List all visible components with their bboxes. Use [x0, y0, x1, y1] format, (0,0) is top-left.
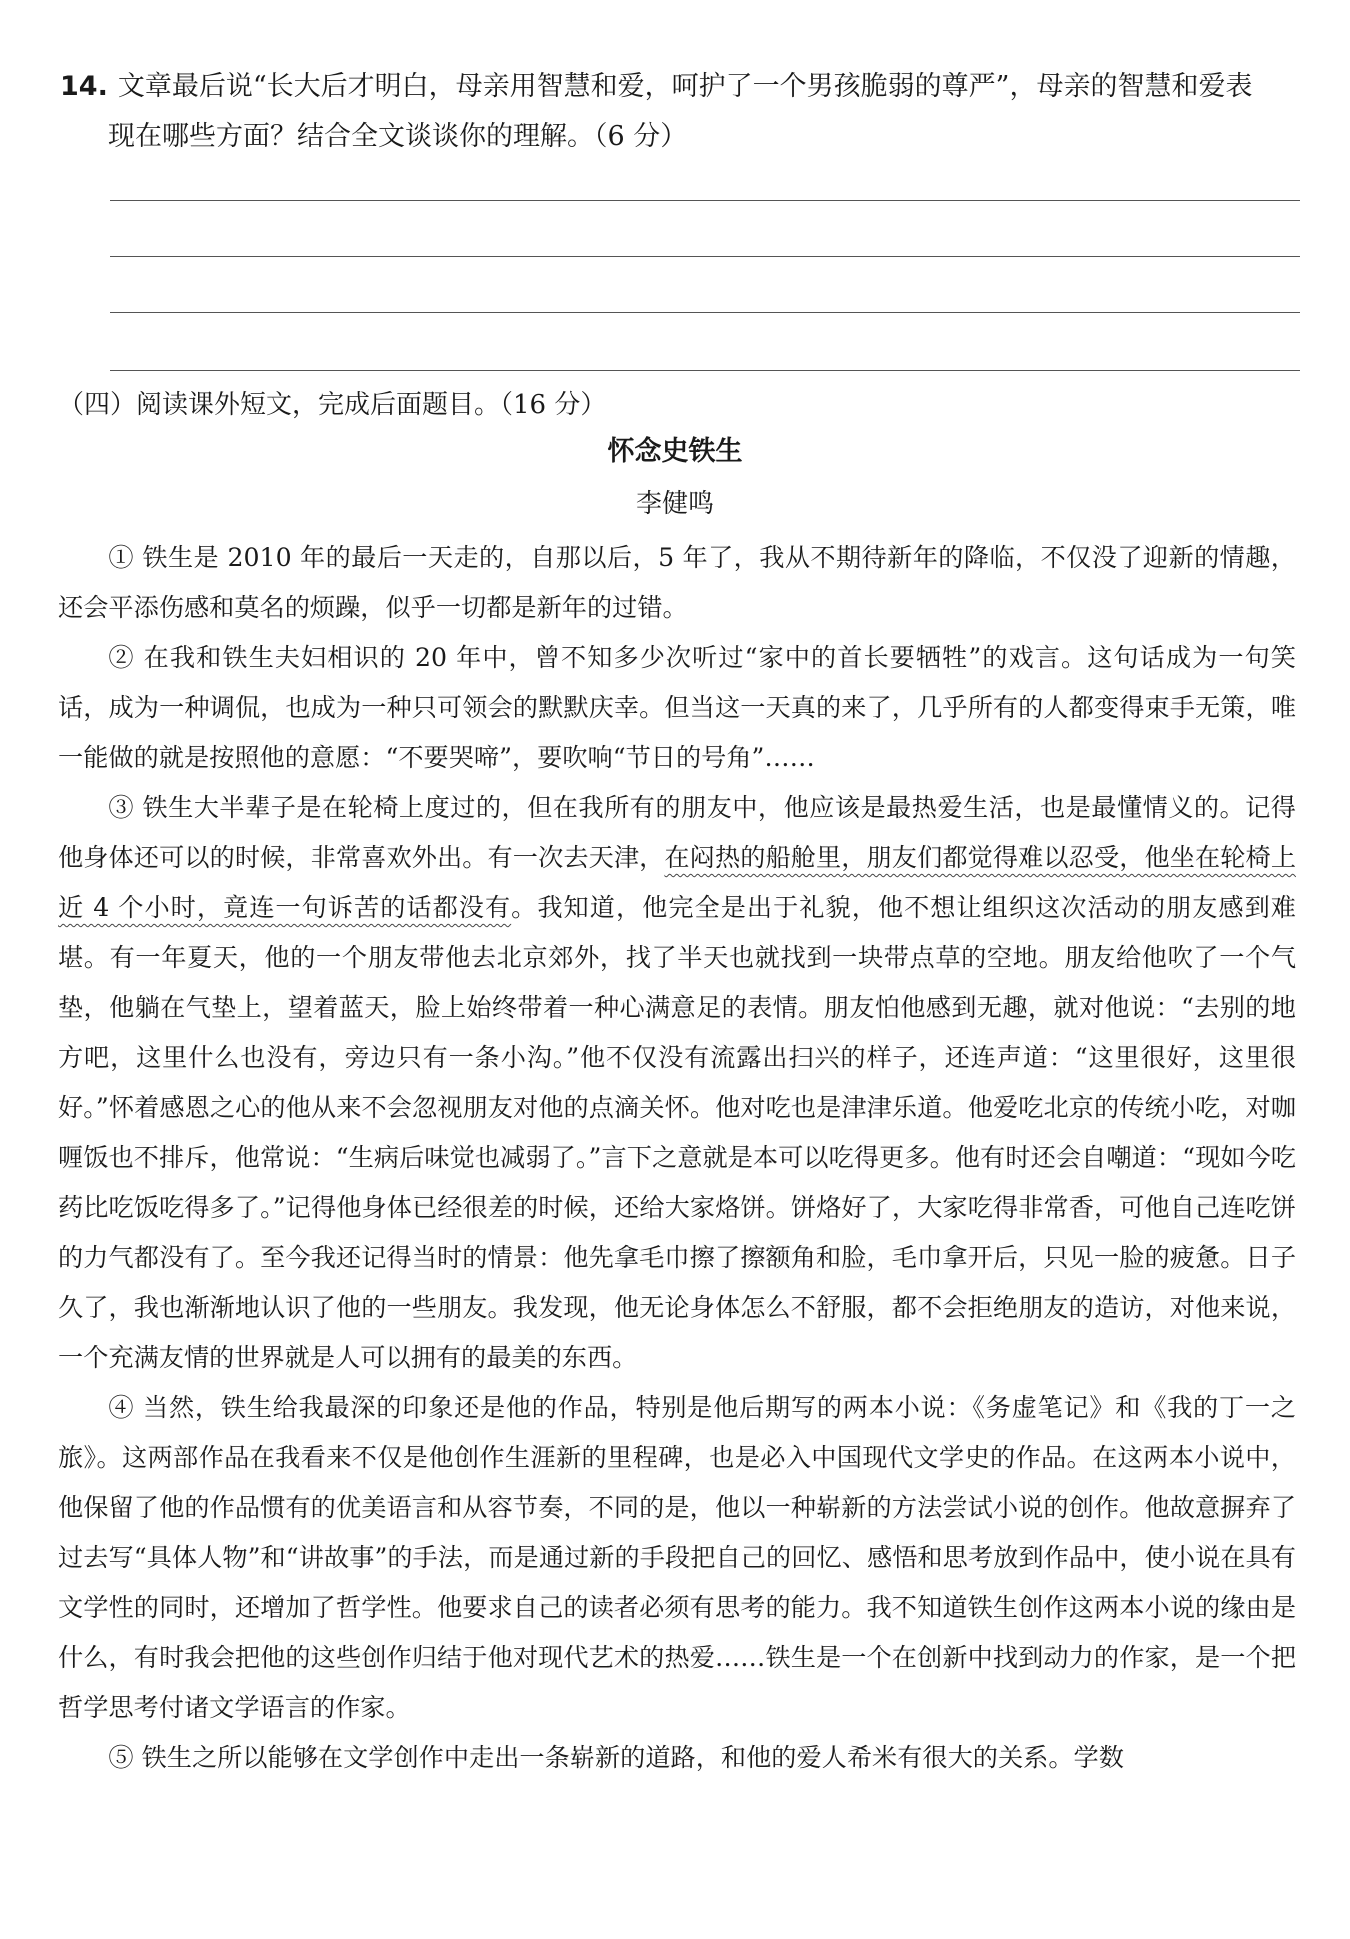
question-number: 14. — [60, 71, 108, 102]
question-14-line-1 — [60, 62, 1300, 112]
paragraph-2: ② 在我和铁生夫妇相识的 20 年中，曾不知多少次听过“家中的首长要牺牲”的戏言。这句话成为一句笑话，成为一种调侃，也成为一种只可领会的默默庆幸。但当这一天真的来了，几乎所有的人都变得束手无策，唯一能做的就是按照他的意愿：“不要哭啼”，要吹响“节日的号角”…… — [58, 643, 1296, 772]
section-heading: （四）阅读课外短文，完成后面题目。（16 分） — [58, 390, 607, 420]
answer-line[interactable] — [110, 200, 1300, 201]
question-14 — [60, 62, 1300, 162]
article-body — [58, 533, 1296, 1783]
answer-line[interactable] — [110, 256, 1300, 257]
paragraph-3 — [58, 783, 1296, 1383]
question-text-2: 现在哪些方面？结合全文谈谈你的理解。（6 分） — [108, 121, 688, 152]
article-author: 李健鸣 — [635, 489, 714, 519]
answer-line[interactable] — [110, 312, 1300, 313]
wavy-underlined-sentence: 在闷热的船舱里，朋友们都觉得难以忍受，他坐在轮椅上近 4 个小时，竟连一句诉苦的话都没有 — [58, 843, 1297, 922]
paragraph-1: ① 铁生是 2010 年的最后一天走的，自那以后，5 年了，我从不期待新年的降临，不仅没了迎新的情趣，还会平添伤感和莫名的烦躁，似乎一切都是新年的过错。 — [58, 543, 1296, 622]
paragraph-3-part-a: ③ 铁生大半辈子是在轮椅上度过的，但在我所有的朋友中，他应该是最热爱生活，也是最懂情义的。记得他身体还可以的时候，非常喜欢外出。有一次去天津， — [58, 793, 1296, 872]
paragraph-4: ④ 当然，铁生给我最深的印象还是他的作品，特别是他后期写的两本小说：《务虚笔记》和《我的丁一之旅》。这两部作品在我看来不仅是他创作生涯新的里程碑，也是必入中国现代文学史的作品。在这两本小说中，他保留了他的作品惯有的优美语言和从容节奏，不同的是，他以一种崭新的方法尝试小说的创作。他故意摒弃了过去写“具体人物”和“讲故事”的手法，而是通过新的手段把自己的回忆、感悟和思考放到作品中，使小说在具有文学性的同时，还增加了哲学性。他要求自己的读者必须有思考的能力。我不知道铁生创作这两本小说的缘由是什么，有时我会把他的这些创作归结于他对现代艺术的热爱……铁生是一个在创新中找到动力的作家，是一个把哲学思考付诸文学语言的作家。 — [58, 1393, 1296, 1722]
answer-line[interactable] — [110, 370, 1300, 371]
article-title: 怀念史铁生 — [607, 436, 743, 467]
paragraph-5: ⑤ 铁生之所以能够在文学创作中走出一条崭新的道路，和他的爱人希米有很大的关系。学数 — [108, 1743, 1124, 1772]
question-text-1: 文章最后说“长大后才明白，母亲用智慧和爱，呵护了一个男孩脆弱的尊严”，母亲的智慧和爱表 — [117, 71, 1253, 102]
paragraph-3-part-b: 。我知道，他完全是出于礼貌，他不想让组织这次活动的朋友感到难堪。有一年夏天，他的一个朋友带他去北京郊外，找了半天也就找到一块带点草的空地。朋友给他吹了一个气垫，他躺在气垫上，望着蓝天，脸上始终带着一种心满意足的表情。朋友怕他感到无趣，就对他说：“去别的地方吧，这里什么也没有，旁边只有一条小沟。”他不仅没有流露出扫兴的样子，还连声道：“这里很好，这里很好。”怀着感恩之心的他从来不会忽视朋友对他的点滴关怀。他对吃也是津津乐道。他爱吃北京的传统小吃，对咖喱饭也不排斥，他常说：“生病后味觉也减弱了。”言下之意就是本可以吃得更多。他有时还会自嘲道：“现如今吃药比吃饭吃得多了。”记得他身体已经很差的时候，还给大家烙饼。饼烙好了，大家吃得非常香，可他自己连吃饼的力气都没有了。至今我还记得当时的情景：他先拿毛巾擦了擦额角和脸，毛巾拿开后，只见一脸的疲惫。日子久了，我也渐渐地认识了他的一些朋友。我发现，他无论身体怎么不舒服，都不会拒绝朋友的造访，对他来说，一个充满友情的世界就是人可以拥有的最美的东西。 — [58, 893, 1296, 1372]
